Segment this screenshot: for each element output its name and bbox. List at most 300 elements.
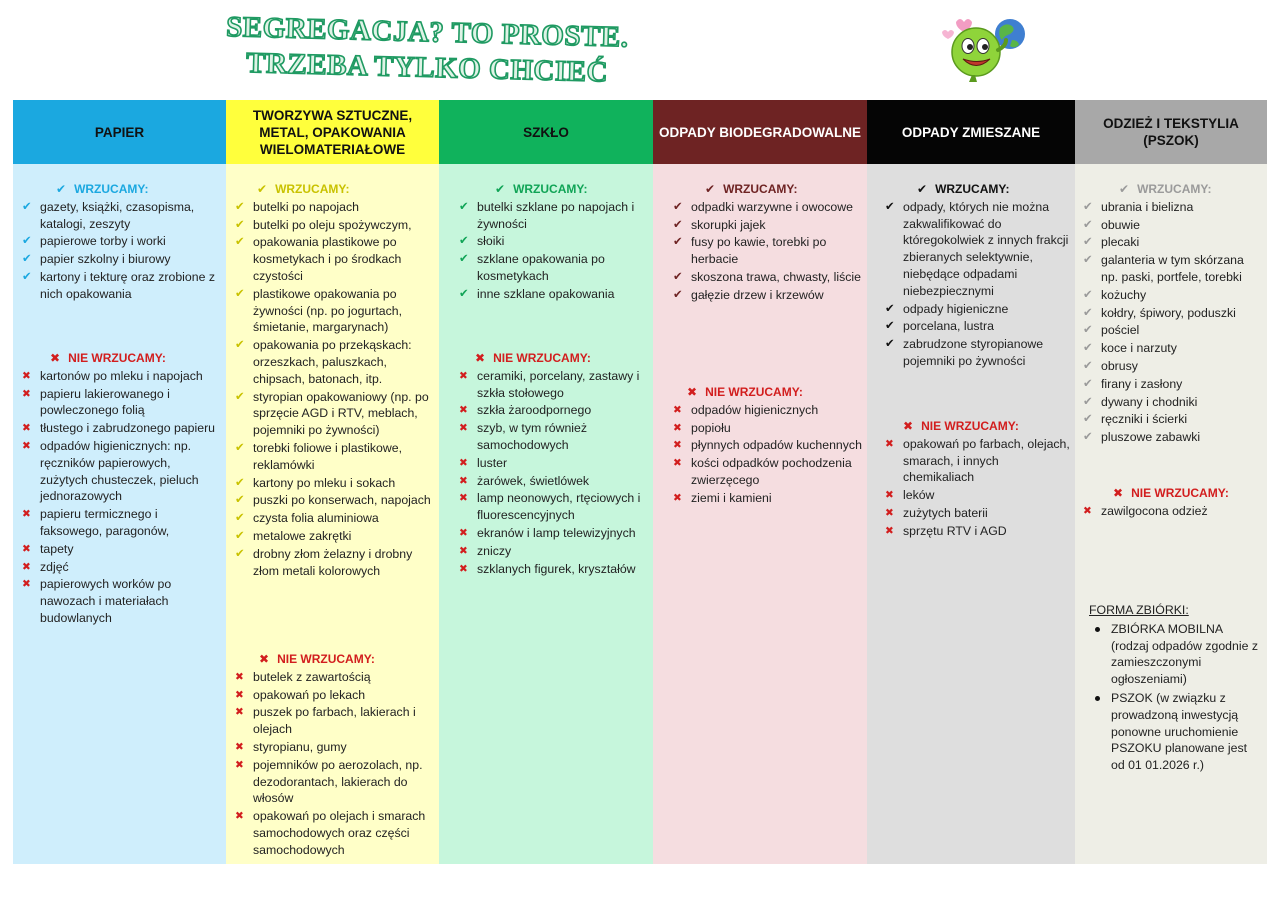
check-icon: ✔	[235, 390, 245, 403]
item-text: leków	[903, 488, 935, 503]
yes-item	[231, 234, 434, 284]
no-item	[231, 757, 434, 807]
check-icon: ✔	[885, 338, 895, 351]
title-graphic	[200, 2, 670, 92]
item-text: ręczniki i ścierki	[1101, 412, 1188, 427]
item-text: firany i zasłony	[1101, 376, 1183, 391]
bullet-dot-icon	[1095, 627, 1100, 632]
check-icon: ✔	[56, 182, 67, 196]
yes-item	[231, 199, 434, 216]
collection-form-item	[1089, 621, 1263, 688]
cross-icon: ✖	[22, 542, 31, 555]
item-text: dywany i chodniki	[1101, 394, 1198, 409]
cross-icon: ✖	[235, 688, 244, 701]
item-text: fusy po kawie, torebki po herbacie	[691, 235, 827, 267]
column-body	[1075, 164, 1267, 864]
yes-item	[231, 440, 434, 474]
column-szklo	[439, 100, 653, 864]
item-text: kożuchy	[1101, 287, 1147, 302]
column-header: ODPADY ZMIESZANE	[867, 100, 1075, 164]
title-line-1: SEGREGACJA? TO PROSTE.	[225, 11, 629, 54]
check-icon: ✔	[235, 200, 245, 213]
item-text: butelek z zawartością	[253, 669, 371, 684]
no-item	[1079, 503, 1263, 520]
collection-form	[1089, 602, 1263, 776]
column-header: SZKŁO	[439, 100, 653, 164]
no-item	[669, 437, 863, 454]
item-text: zabrudzone styropianowe pojemniki po żywności	[903, 337, 1044, 368]
item-text: pluszowe zabawki	[1101, 430, 1201, 445]
cross-icon: ✖	[22, 560, 31, 573]
yes-section	[669, 181, 863, 305]
yes-item	[231, 286, 434, 336]
yes-item	[231, 492, 434, 509]
yes-item	[881, 336, 1071, 370]
item-text: torebki foliowe i plastikowe, reklamówki	[253, 440, 402, 472]
check-icon: ✔	[235, 441, 245, 454]
no-item	[881, 436, 1071, 486]
check-icon: ✔	[1083, 218, 1093, 231]
check-icon: ✔	[1083, 395, 1093, 408]
cross-icon: ✖	[22, 387, 31, 400]
item-text: luster	[477, 455, 508, 470]
item-text: styropian opakowaniowy (np. po sprzęcie AGD i RTV, meblach, pojemniki po żywności)	[253, 389, 429, 438]
no-item	[455, 561, 649, 578]
check-icon: ✔	[1083, 359, 1093, 372]
item-text: kartony i tekturę oraz zrobione z nich opakowania	[40, 269, 215, 301]
item-text: odpady, których nie można zakwalifikować do któregokolwiek z innych frakcji zbieranych selektywnie, niebędące odpadami niebezpiecznymi	[903, 199, 1069, 298]
no-item	[231, 687, 434, 704]
check-icon: ✔	[22, 235, 32, 248]
yes-item	[455, 251, 649, 285]
yes-item	[455, 233, 649, 250]
item-text: plecaki	[1101, 235, 1140, 250]
yes-item	[231, 389, 434, 439]
check-icon: ✔	[885, 302, 895, 315]
cross-icon: ✖	[1113, 486, 1124, 500]
cross-icon: ✖	[235, 670, 244, 683]
item-text: odpadów higienicznych: np. ręczników papierowych, zużytych chusteczek, pieluch jednorazowych	[40, 438, 199, 504]
no-title: ✖ NIE WRZUCAMY:	[903, 419, 1019, 433]
yes-item	[1079, 252, 1263, 286]
yes-list	[231, 199, 434, 580]
yes-item	[18, 269, 221, 303]
item-text: papierowe torby i worki	[40, 234, 166, 249]
item-text: opakowań po farbach, olejach, smarach, i innych chemikaliach	[903, 436, 1070, 485]
no-item	[669, 420, 863, 437]
check-icon: ✔	[885, 320, 895, 333]
cross-icon: ✖	[687, 385, 698, 399]
no-list	[881, 436, 1071, 540]
no-section	[18, 350, 221, 628]
column-body	[653, 164, 867, 864]
check-icon: ✔	[1083, 254, 1093, 267]
yes-item	[1079, 199, 1263, 216]
check-icon: ✔	[235, 547, 245, 560]
item-text: butelki po napojach	[253, 199, 359, 214]
check-icon: ✔	[705, 182, 716, 196]
column-body	[226, 164, 439, 864]
check-icon: ✔	[1083, 377, 1093, 390]
cross-icon: ✖	[673, 491, 682, 504]
yes-item	[669, 234, 863, 268]
collection-form-item	[1089, 690, 1263, 774]
yes-item	[455, 199, 649, 233]
check-icon: ✔	[235, 236, 245, 249]
yes-item	[231, 217, 434, 234]
item-text: ceramiki, porcelany, zastawy i szkła stołowego	[477, 368, 640, 400]
no-title: ✖ NIE WRZUCAMY:	[1113, 486, 1229, 500]
no-item	[231, 669, 434, 686]
check-icon: ✔	[1083, 288, 1093, 301]
cross-icon: ✖	[22, 508, 31, 521]
yes-item	[1079, 394, 1263, 411]
item-text: butelki po oleju spożywczym,	[253, 217, 412, 232]
no-title: ✖ NIE WRZUCAMY:	[50, 351, 166, 365]
item-text: styropianu, gumy	[253, 739, 347, 754]
cross-icon: ✖	[22, 578, 31, 591]
no-item	[18, 438, 221, 505]
yes-title: ✔ WRZUCAMY:	[257, 182, 350, 196]
yes-item	[231, 528, 434, 545]
cross-icon: ✖	[673, 457, 682, 470]
no-item	[18, 420, 221, 437]
yes-item	[18, 199, 221, 233]
no-title: ✖ NIE WRZUCAMY:	[687, 385, 803, 399]
item-text: porcelana, lustra	[903, 319, 994, 334]
yes-item	[231, 475, 434, 492]
item-text: opakowań po olejach i smarach samochodowych oraz części samochodowych	[253, 809, 426, 857]
check-icon: ✔	[1083, 431, 1093, 444]
check-icon: ✔	[673, 236, 683, 249]
yes-section	[18, 181, 221, 304]
no-title: ✖ NIE WRZUCAMY:	[475, 351, 591, 365]
cross-icon: ✖	[673, 403, 682, 416]
cross-icon: ✖	[459, 369, 468, 382]
yes-item	[881, 199, 1071, 300]
item-text: opakowania po przekąskach: orzeszkach, paluszkach, chipsach, batonach, itp.	[253, 338, 412, 386]
yes-item	[455, 286, 649, 303]
collection-form-title: FORMA ZBIÓRKI:	[1089, 603, 1189, 617]
check-icon: ✔	[459, 200, 469, 213]
column-header: TWORZYWA SZTUCZNE, METAL, OPAKOWANIA WIELOMATERIAŁOWE	[226, 100, 439, 164]
check-icon: ✔	[495, 182, 506, 196]
no-item	[455, 525, 649, 542]
column-biodegradowalne	[653, 100, 867, 864]
item-text: zniczy	[477, 543, 512, 558]
cross-icon: ✖	[459, 474, 468, 487]
item-text: gałęzie drzew i krzewów	[691, 287, 824, 302]
cross-icon: ✖	[235, 706, 244, 719]
yes-list	[669, 199, 863, 304]
item-text: kości odpadków pochodzenia zwierzęcego	[691, 456, 852, 487]
item-text: popiołu	[691, 420, 731, 435]
column-header: ODPADY BIODEGRADOWALNE	[653, 100, 867, 164]
no-list	[455, 368, 649, 578]
no-list	[18, 368, 221, 627]
check-icon: ✔	[673, 288, 683, 301]
no-item	[455, 473, 649, 490]
yes-title: ✔ WRZUCAMY:	[705, 182, 798, 196]
cross-icon: ✖	[459, 544, 468, 557]
no-item	[231, 739, 434, 756]
item-text: kołdry, śpiwory, poduszki	[1101, 305, 1236, 320]
cross-icon: ✖	[885, 489, 894, 502]
check-icon: ✔	[1083, 306, 1093, 319]
yes-item	[1079, 429, 1263, 446]
check-icon: ✔	[235, 476, 245, 489]
item-text: odpady higieniczne	[903, 301, 1009, 316]
yes-section	[1079, 181, 1263, 447]
yes-item	[1079, 234, 1263, 251]
yes-item	[1079, 287, 1263, 304]
no-section	[881, 418, 1071, 541]
column-body	[439, 164, 653, 864]
yes-title: ✔ WRZUCAMY:	[1119, 182, 1212, 196]
check-icon: ✔	[459, 253, 469, 266]
no-item	[669, 402, 863, 419]
item-text: opakowań po lekach	[253, 687, 366, 702]
check-icon: ✔	[673, 200, 683, 213]
item-text: papierowych worków po nawozach i materiałach budowlanych	[40, 577, 172, 625]
no-section	[669, 384, 863, 508]
cross-icon: ✖	[22, 369, 31, 382]
item-text: papieru termicznego i faksowego, paragonów,	[40, 507, 170, 538]
collection-form-list	[1089, 621, 1263, 774]
no-item	[231, 808, 434, 858]
check-icon: ✔	[235, 529, 245, 542]
yes-item	[881, 318, 1071, 335]
check-icon: ✔	[1083, 236, 1093, 249]
item-text: obuwie	[1101, 217, 1140, 232]
yes-title: ✔ WRZUCAMY:	[56, 182, 149, 196]
yes-item	[231, 337, 434, 387]
item-text: skorupki jajek	[691, 217, 766, 232]
smiling-earth-globe-icon	[938, 8, 1030, 84]
item-text: obrusy	[1101, 358, 1138, 373]
cross-icon: ✖	[459, 422, 468, 435]
item-text: żarówek, świetlówek	[477, 473, 590, 488]
cross-icon: ✖	[673, 439, 682, 452]
item-text: opakowania plastikowe po kosmetykach i po środkach czystości	[253, 235, 402, 283]
item-text: gazety, książki, czasopisma, katalogi, zeszyty	[40, 199, 195, 231]
yes-item	[1079, 217, 1263, 234]
column-zmieszane	[867, 100, 1075, 864]
sorting-board	[13, 100, 1267, 864]
item-text: ZBIÓRKA MOBILNA (rodzaj odpadów zgodnie z zamieszczonymi ogłoszeniami)	[1111, 621, 1258, 687]
item-text: lamp neonowych, rtęciowych i fluorescencyjnych	[477, 491, 641, 523]
yes-item	[1079, 305, 1263, 322]
item-text: kartonów po mleku i napojach	[40, 368, 203, 383]
no-item	[881, 523, 1071, 540]
cross-icon: ✖	[459, 456, 468, 469]
check-icon: ✔	[1119, 182, 1130, 196]
cross-icon: ✖	[885, 506, 894, 519]
item-text: PSZOK (w związku z prowadzoną inwestycją ponowne uruchomienie PSZOKU planowane jest od 01 01.2026 r.)	[1111, 690, 1248, 773]
yes-item	[881, 301, 1071, 318]
item-text: odpadów higienicznych	[691, 402, 819, 417]
cross-icon: ✖	[673, 421, 682, 434]
item-text: szklane opakowania po kosmetykach	[477, 252, 605, 283]
yes-item	[669, 287, 863, 304]
yes-item	[669, 217, 863, 234]
check-icon: ✔	[22, 270, 32, 283]
yes-section	[881, 181, 1071, 371]
item-text: czysta folia aluminiowa	[253, 511, 379, 526]
cross-icon: ✖	[885, 437, 894, 450]
yes-item	[1079, 358, 1263, 375]
item-text: koce i narzuty	[1101, 341, 1177, 356]
yes-list	[881, 199, 1071, 370]
item-text: skoszona trawa, chwasty, liście	[691, 269, 861, 284]
item-text: papier szkolny i biurowy	[40, 252, 171, 267]
item-text: drobny złom żelazny i drobny złom metali kolorowych	[253, 546, 413, 578]
yes-item	[18, 233, 221, 250]
cross-icon: ✖	[459, 404, 468, 417]
check-icon: ✔	[235, 339, 245, 352]
item-text: plastikowe opakowania po żywności (np. po jogurtach, śmietanie, margarynach)	[253, 286, 403, 335]
check-icon: ✔	[885, 200, 895, 213]
cross-icon: ✖	[1083, 504, 1092, 517]
column-odziez	[1075, 100, 1267, 864]
check-icon: ✔	[235, 218, 245, 231]
column-header: PAPIER	[13, 100, 226, 164]
no-title: ✖ NIE WRZUCAMY:	[259, 652, 375, 666]
check-icon: ✔	[235, 287, 245, 300]
no-item	[455, 368, 649, 402]
no-item	[669, 490, 863, 507]
check-icon: ✔	[22, 253, 32, 266]
check-icon: ✔	[1083, 413, 1093, 426]
item-text: galanteria w tym skórzana np. paski, portfele, torebki	[1101, 253, 1244, 284]
item-text: pojemników po aerozolach, np. dezodorantach, lakierach do włosów	[253, 757, 423, 806]
column-tworzywa	[226, 100, 439, 864]
column-body	[13, 164, 226, 864]
no-item	[455, 402, 649, 419]
check-icon: ✔	[459, 235, 469, 248]
no-list	[1079, 503, 1263, 520]
item-text: sprzętu RTV i AGD	[903, 523, 1007, 538]
item-text: pościel	[1101, 323, 1140, 338]
item-text: kartony po mleku i sokach	[253, 475, 396, 490]
no-list	[231, 669, 434, 859]
no-item	[455, 455, 649, 472]
yes-item	[669, 199, 863, 216]
no-list	[669, 402, 863, 507]
item-text: puszek po farbach, lakierach i olejach	[253, 705, 416, 737]
cross-icon: ✖	[22, 439, 31, 452]
yes-list	[1079, 199, 1263, 446]
cross-icon: ✖	[475, 351, 486, 365]
poster-title	[200, 2, 670, 92]
item-text: papieru lakierowanego i powleczonego folią	[40, 386, 170, 418]
no-section	[455, 350, 649, 578]
check-icon: ✔	[235, 512, 245, 525]
check-icon: ✔	[673, 218, 683, 231]
cross-icon: ✖	[459, 492, 468, 505]
item-text: metalowe zakrętki	[253, 528, 352, 543]
yes-section	[455, 181, 649, 304]
cross-icon: ✖	[885, 524, 894, 537]
item-text: zawilgocona odzież	[1101, 503, 1208, 518]
no-item	[18, 368, 221, 385]
cross-icon: ✖	[22, 422, 31, 435]
check-icon: ✔	[459, 287, 469, 300]
item-text: butelki szklane po napojach i żywności	[477, 199, 635, 231]
yes-item	[231, 546, 434, 580]
yes-item	[1079, 340, 1263, 357]
cross-icon: ✖	[50, 351, 61, 365]
no-item	[18, 559, 221, 576]
cross-icon: ✖	[235, 740, 244, 753]
item-text: szyb, w tym również samochodowych	[477, 421, 588, 452]
check-icon: ✔	[22, 200, 32, 213]
no-item	[881, 487, 1071, 504]
item-text: płynnych odpadów kuchennych	[691, 438, 862, 453]
item-text: szkła żaroodpornego	[477, 403, 592, 418]
item-text: ubrania i bielizna	[1101, 199, 1194, 214]
item-text: słoiki	[477, 234, 505, 249]
no-item	[455, 490, 649, 524]
check-icon: ✔	[1083, 342, 1093, 355]
cross-icon: ✖	[235, 810, 244, 823]
no-item	[881, 505, 1071, 522]
check-icon: ✔	[1083, 324, 1093, 337]
column-header: ODZIEŻ I TEKSTYLIA (PSZOK)	[1075, 100, 1267, 164]
item-text: puszki po konserwach, napojach	[253, 493, 431, 508]
item-text: zużytych baterii	[903, 505, 988, 520]
title-line-2: TRZEBA TYLKO CHCIEĆ	[245, 47, 609, 89]
check-icon: ✔	[1083, 200, 1093, 213]
item-text: szklanych figurek, kryształów	[477, 561, 636, 576]
bullet-dot-icon	[1095, 696, 1100, 701]
no-section	[1079, 485, 1263, 521]
item-text: ziemi i kamieni	[691, 490, 772, 505]
no-item	[18, 386, 221, 420]
item-text: odpadki warzywne i owocowe	[691, 199, 853, 214]
no-item	[18, 576, 221, 626]
item-text: tłustego i zabrudzonego papieru	[40, 421, 216, 436]
column-papier	[13, 100, 226, 864]
no-item	[669, 455, 863, 489]
check-icon: ✔	[235, 494, 245, 507]
yes-item	[669, 269, 863, 286]
item-text: ekranów i lamp telewizyjnych	[477, 525, 636, 540]
item-text: inne szklane opakowania	[477, 286, 615, 301]
yes-item	[1079, 376, 1263, 393]
check-icon: ✔	[917, 182, 928, 196]
no-item	[455, 420, 649, 454]
item-text: tapety	[40, 541, 74, 556]
check-icon: ✔	[673, 270, 683, 283]
yes-title: ✔ WRZUCAMY:	[495, 182, 588, 196]
no-item	[455, 543, 649, 560]
cross-icon: ✖	[235, 758, 244, 771]
yes-item	[1079, 322, 1263, 339]
check-icon: ✔	[257, 182, 268, 196]
yes-title: ✔ WRZUCAMY:	[917, 182, 1010, 196]
cross-icon: ✖	[459, 562, 468, 575]
column-body	[867, 164, 1075, 864]
no-item	[18, 541, 221, 558]
no-section	[231, 651, 434, 860]
yes-item	[1079, 411, 1263, 428]
cross-icon: ✖	[459, 526, 468, 539]
yes-section	[231, 181, 434, 580]
cross-icon: ✖	[259, 652, 270, 666]
yes-item	[18, 251, 221, 268]
cross-icon: ✖	[903, 419, 914, 433]
